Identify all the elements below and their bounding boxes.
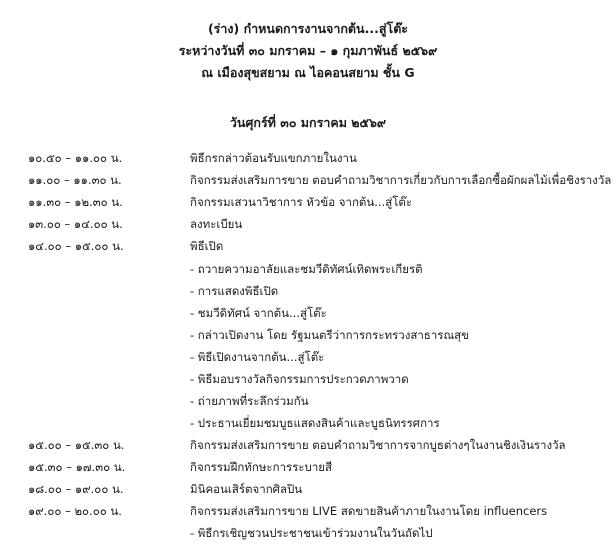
event-venue: ณ เมืองสุขสยาม ณ ไอคอนสยาม ชั้น G <box>201 65 415 80</box>
schedule-activity: ลงทะเบียน <box>190 217 243 231</box>
schedule-activity: พิธีกรกล่าวต้อนรับแขกภายในงาน <box>190 151 357 165</box>
closing-sub-item <box>0 522 616 544</box>
sub-item-text: - พิธีมอบรางวัลกิจกรรมการประกวดภาพวาด <box>190 372 409 386</box>
sub-item-text: - พิธีเปิดงานจากต้น...สู่โต๊ะ <box>190 350 325 364</box>
opening-sub-item <box>0 368 616 390</box>
schedule-time: ๑๕.๐๐ – ๑๕.๓๐ น. <box>28 438 125 452</box>
sub-item-text: - ประธานเยี่ยมชมบูธแสดงสินค้าและบูธนิทรรศการ <box>190 416 440 430</box>
schedule-row <box>0 147 616 169</box>
schedule-row <box>0 434 616 456</box>
sub-item-text: - การแสดงพิธีเปิด <box>190 284 279 298</box>
schedule-row <box>0 169 616 191</box>
opening-sub-item <box>0 346 616 368</box>
opening-sub-item <box>0 258 616 280</box>
schedule-row <box>0 456 616 478</box>
schedule-row <box>0 191 616 213</box>
sub-item-text: - ถวายความอาลัยและชมวีดิทัศน์เทิดพระเกียรติ <box>190 262 423 276</box>
opening-sub-item <box>0 302 616 324</box>
schedule-time: ๑๑.๓๐ – ๑๒.๓๐ น. <box>28 195 123 209</box>
schedule-time: ๑๐.๕๐ – ๑๑.๐๐ น. <box>28 151 123 165</box>
schedule-activity: มินิคอนเสิร์ตจากศิลปิน <box>190 482 303 496</box>
schedule-row <box>0 213 616 235</box>
day-heading: วันศุกร์ที่ ๓๐ มกราคม ๒๕๖๙ <box>229 115 387 130</box>
opening-sub-item <box>0 390 616 412</box>
schedule-activity: กิจกรรมส่งเสริมการขาย ตอบคำถามวิชาการจากบูธต่างๆในงานชิงเงินรางวัล <box>190 438 566 452</box>
schedule-time: ๑๔.๐๐ – ๑๕.๐๐ น. <box>28 239 124 253</box>
schedule-activity: พิธีเปิด <box>190 239 224 253</box>
sub-item-text: - กล่าวเปิดงาน โดย รัฐมนตรีว่าการกระทรวงสาธารณสุข <box>190 328 470 342</box>
event-dates: ระหว่างวันที่ ๓๐ มกราคม – ๑ กุมภาพันธ์ ๒๕๖๙ <box>178 43 438 58</box>
schedule-row <box>0 500 616 522</box>
schedule-time: ๑๕.๓๐ – ๑๗.๓๐ น. <box>28 460 126 474</box>
schedule-row <box>0 478 616 500</box>
schedule-activity: กิจกรรมเสวนาวิชาการ หัวข้อ จากต้น...สู่โต๊ะ <box>190 195 413 209</box>
sub-item-text: - พิธีกรเชิญชวนประชาชนเข้าร่วมงานในวันถัดไป <box>190 526 433 540</box>
schedule-activity: กิจกรรมส่งเสริมการขาย ตอบคำถามวิชาการเกี่ยวกับการเลือกซื้อผักผลไม้เพื่อชิงรางวัล <box>190 173 612 187</box>
opening-sub-item <box>0 280 616 302</box>
schedule-row <box>0 235 616 257</box>
document-title: (ร่าง) กำหนดการงานจากต้น...สู่โต๊ะ <box>207 21 409 36</box>
schedule-activity: กิจกรรมส่งเสริมการขาย LIVE สดขายสินค้าภายในงานโดย influencers <box>190 504 548 518</box>
schedule-activity: กิจกรรมฝึกทักษะการระบายสี <box>190 460 333 474</box>
sub-item-text: - ชมวีดิทัศน์ จากต้น...สู่โต๊ะ <box>190 306 327 320</box>
opening-sub-item <box>0 324 616 346</box>
opening-sub-item <box>0 412 616 434</box>
schedule-time: ๑๘.๐๐ – ๑๙.๐๐ น. <box>28 482 124 496</box>
schedule-time: ๑๑.๐๐ – ๑๑.๓๐ น. <box>28 173 122 187</box>
sub-item-text: - ถ่ายภาพที่ระลึกร่วมกัน <box>190 394 309 408</box>
schedule-time: ๑๙.๐๐ – ๒๐.๐๐ น. <box>28 504 122 518</box>
schedule-time: ๑๓.๐๐ – ๑๔.๐๐ น. <box>28 217 123 231</box>
